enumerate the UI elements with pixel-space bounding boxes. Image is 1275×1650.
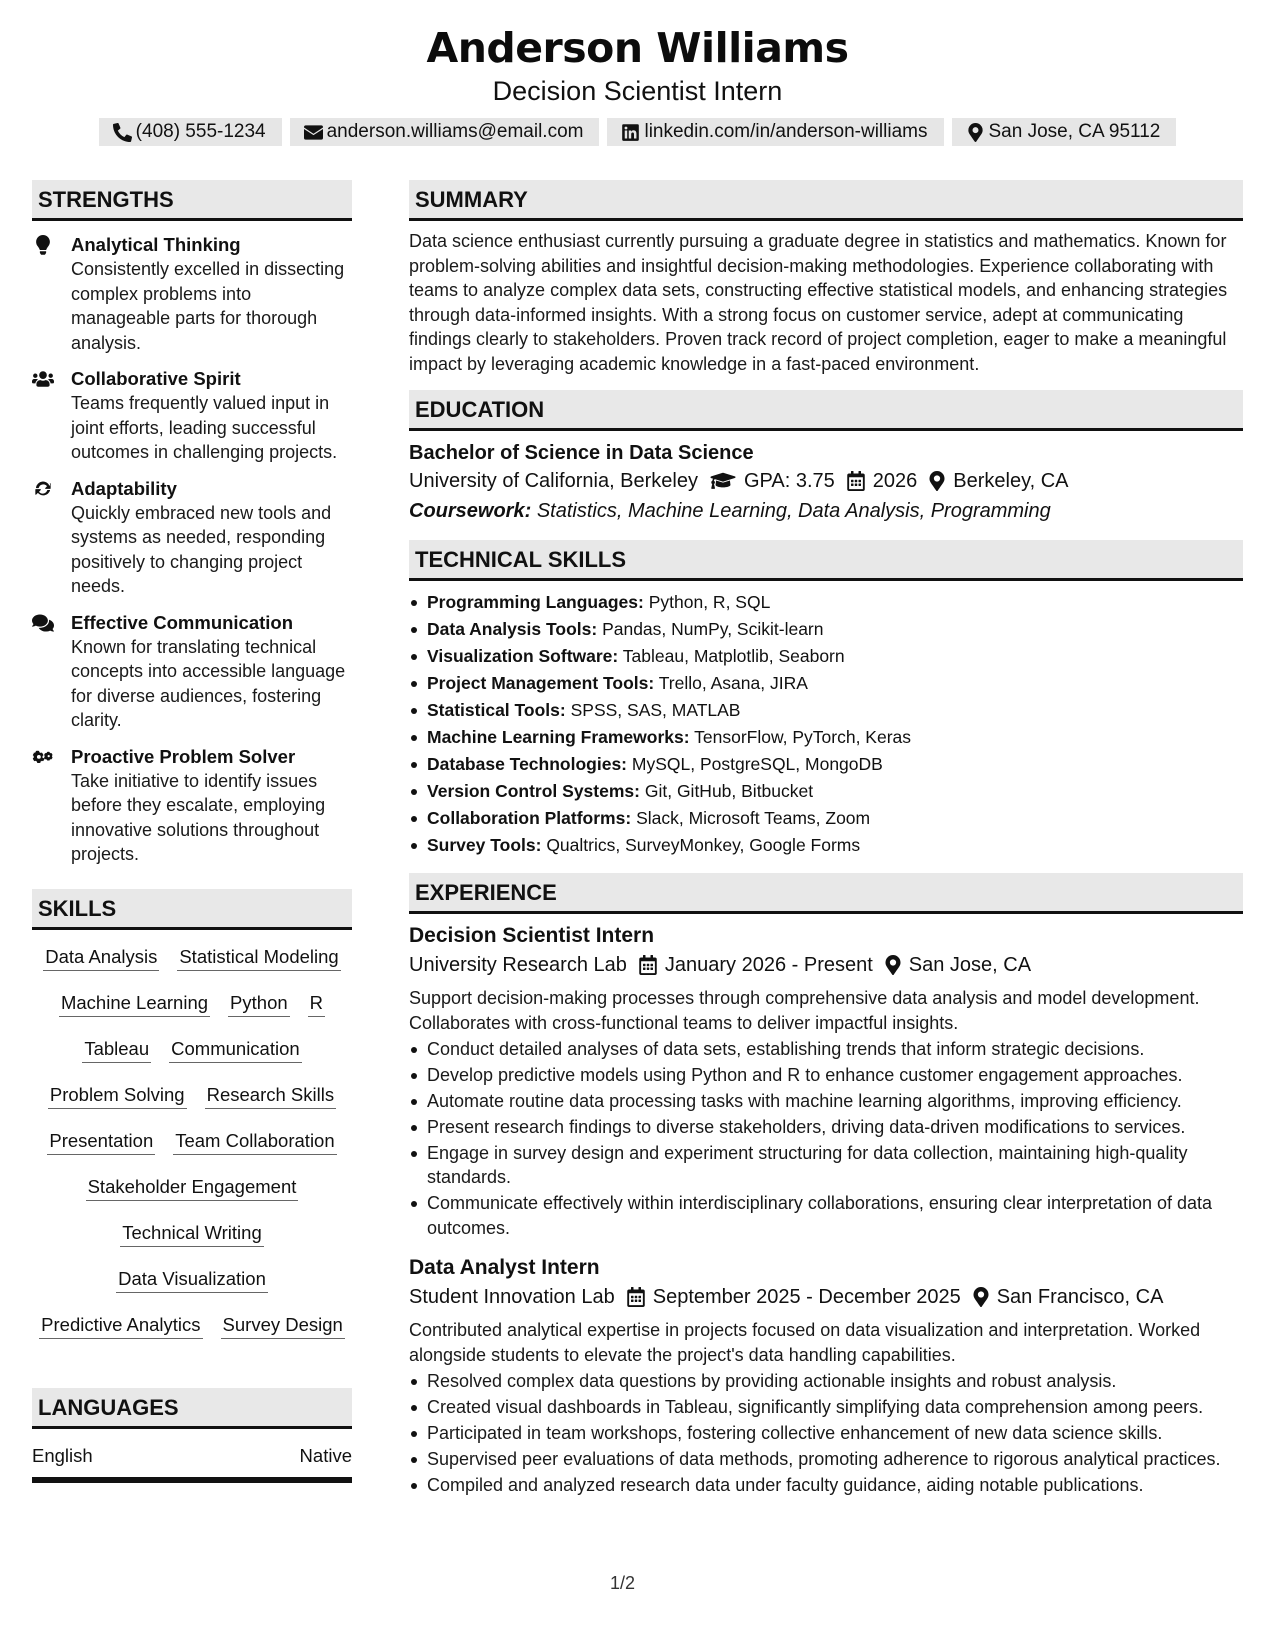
list-item [409,778,1243,805]
skill-values: MySQL, PostgreSQL, MongoDB [631,754,883,774]
experience-heading: EXPERIENCE [409,873,1243,914]
list-item: Supervised peer evaluations of data methods, promoting adherence to rigorous analytical practices. [409,1447,1243,1472]
map-marker-icon [973,1287,989,1307]
strength-title: Analytical Thinking [71,234,241,255]
candidate-role: Decision Scientist Intern [492,76,783,106]
skill-values: Pandas, NumPy, Scikit-learn [602,619,824,639]
map-marker-icon [929,471,945,491]
education-meta [409,466,1243,496]
list-item: Present research findings to diverse stakeholders, driving data-driven modifications to services. [409,1115,1243,1140]
list-item [409,805,1243,832]
contact-linkedin[interactable] [607,118,943,146]
skill-tag: Research Skills [205,1082,337,1109]
skill-tag: Team Collaboration [173,1128,336,1155]
skill-values: Trello, Asana, JIRA [658,673,808,693]
skill-tag: Communication [169,1036,302,1063]
skill-tag: Machine Learning [59,990,210,1017]
skill-tag: Technical Writing [120,1220,264,1247]
list-item: Resolved complex data questions by providing actionable insights and robust analysis. [409,1369,1243,1394]
gpa-text: GPA: 3.75 [744,470,835,492]
list-item: Compiled and analyzed research data under faculty guidance, aiding notable publications. [409,1473,1243,1498]
strength-title: Collaborative Spirit [71,368,241,389]
strength-desc: Take initiative to identify issues before they escalate, employing innovative solutions throughout projects. [71,770,326,864]
language-level: Native [299,1444,352,1466]
location-text: San Jose, CA 95112 [988,121,1161,142]
list-item: Engage in survey design and experiment structuring for data collection, maintaining high-quality standards. [409,1141,1243,1190]
candidate-name: Anderson Williams [426,24,849,72]
list-item: Automate routine data processing tasks with machine learning algorithms, improving efficiency. [409,1089,1243,1114]
job-org: University Research Lab [409,954,627,976]
skills-cloud [32,944,352,1358]
coursework-label: Coursework: [409,500,532,522]
job-meta [409,1282,1243,1312]
skill-tag: Tableau [82,1036,151,1063]
comments-icon [32,613,56,633]
strength-desc: Consistently excelled in dissecting complex problems into manageable parts for thorough analysis. [71,259,345,353]
job-meta [409,950,1243,980]
skill-category: Database Technologies: [427,754,628,774]
strength-item [32,745,352,867]
map-marker-icon [885,955,901,975]
envelope-icon [304,123,323,142]
strength-desc: Quickly embraced new tools and systems as needed, responding positively to changing project needs. [71,502,332,596]
list-item [409,670,1243,697]
skill-tag: Statistical Modeling [177,944,340,971]
cogs-icon [32,747,56,767]
contact-phone[interactable] [99,118,282,146]
summary-heading: SUMMARY [409,180,1243,221]
contact-bar [0,118,1275,146]
skill-tag: Survey Design [221,1312,345,1339]
strength-title: Adaptability [71,477,177,499]
users-icon [32,369,56,389]
skill-values: Qualtrics, SurveyMonkey, Google Forms [546,835,861,855]
calendar-icon [627,1287,645,1307]
strengths-heading: STRENGTHS [32,180,352,221]
job-bullets [409,1037,1243,1241]
contact-email[interactable] [290,118,600,146]
skill-values: SPSS, SAS, MATLAB [570,700,741,720]
skill-tag: Python [228,990,290,1017]
map-marker-icon [966,123,985,142]
skill-tag: Data Analysis [43,944,159,971]
job-entry [409,922,1243,1240]
language-name: English [32,1444,93,1466]
strength-item [32,477,352,599]
language-row [32,1429,352,1483]
job-location: San Francisco, CA [996,1286,1164,1308]
skill-category: Collaboration Platforms: [427,808,632,828]
education-heading: EDUCATION [409,390,1243,431]
skill-category: Data Analysis Tools: [427,619,598,639]
graduation-cap-icon [710,471,736,491]
skill-category: Machine Learning Frameworks: [427,727,690,747]
strength-desc: Known for translating technical concepts into accessible language for diverse audiences, fostering clarity. [71,636,346,730]
job-location: San Jose, CA [908,954,1032,976]
list-item [409,832,1243,859]
lightbulb-icon [32,235,56,255]
skill-values: Git, GitHub, Bitbucket [644,781,814,801]
job-description: Contributed analytical expertise in projects focused on data visualization and interpretation. Worked alongside students to elevate the project's data handling capabilities. [409,1320,1201,1365]
contact-location [952,118,1177,146]
list-item [409,697,1243,724]
skill-values: Tableau, Matplotlib, Seaborn [622,646,845,666]
skill-tag: R [308,990,325,1017]
skill-values: Python, R, SQL [648,592,771,612]
job-dates: September 2025 - December 2025 [652,1286,961,1308]
list-item: Communicate effectively within interdisciplinary collaborations, ensuring clear interpretation of data outcomes. [409,1191,1243,1240]
skill-tag: Problem Solving [48,1082,187,1109]
job-title: Data Analyst Intern [409,1256,600,1279]
left-column [32,180,352,1483]
linkedin-icon [621,123,640,142]
strength-item [32,367,352,465]
skill-tag: Predictive Analytics [39,1312,202,1339]
email-text: anderson.williams@email.com [326,121,584,142]
job-title: Decision Scientist Intern [409,924,655,947]
resume-header [0,22,1275,146]
strength-desc: Teams frequently valued input in joint efforts, leading successful outcomes in challenging projects. [71,393,338,462]
page-number: 1/2 [610,1573,636,1593]
strength-item [32,611,352,733]
right-column [409,180,1243,1497]
coursework-line [409,496,1243,526]
phone-icon [113,123,132,142]
strength-title: Effective Communication [71,611,294,633]
list-item [409,751,1243,778]
school-name: University of California, Berkeley [409,470,698,492]
linkedin-text: linkedin.com/in/anderson-williams [644,121,928,142]
skill-values: Slack, Microsoft Teams, Zoom [636,808,871,828]
skill-tag: Stakeholder Engagement [86,1174,299,1201]
skill-category: Survey Tools: [427,835,542,855]
list-item: Conduct detailed analyses of data sets, establishing trends that inform strategic decisions. [409,1037,1243,1062]
job-dates: January 2026 - Present [664,954,873,976]
phone-text: (408) 555-1234 [135,121,266,142]
skill-tag: Presentation [47,1128,155,1155]
skill-values: TensorFlow, PyTorch, Keras [694,727,912,747]
school-location: Berkeley, CA [953,470,1069,492]
sync-icon [32,479,56,499]
languages-heading: LANGUAGES [32,1388,352,1429]
list-item: Participated in team workshops, fostering collective enhancement of new data science skills. [409,1421,1243,1446]
list-item [409,589,1243,616]
job-bullets [409,1369,1243,1498]
skill-category: Project Management Tools: [427,673,655,693]
list-item [409,724,1243,751]
calendar-icon [847,471,865,491]
summary-text: Data science enthusiast currently pursuing a graduate degree in statistics and mathematics. Known for problem-solving abilities and insightful decision-making methodologies. Experience collaborating with teams to analyze complex data sets, constructing effective statistical models, and enhancing strategies through data-informed insights. With a strong focus on customer service, adept at communicating findings clearly to stakeholders. Proven track record of project completion, eager to make a meaningful impact by leveraging academic knowledge in a fast-paced environment. [409,231,1228,374]
skill-tag: Data Visualization [116,1266,268,1293]
coursework-list: Statistics, Machine Learning, Data Analysis, Programming [536,500,1051,522]
skill-category: Statistical Tools: [427,700,566,720]
list-item [409,643,1243,670]
job-description: Support decision-making processes through comprehensive data analysis and model development. Collaborates with cross-functional teams to deliver impactful insights. [409,988,1200,1033]
job-entry [409,1254,1243,1497]
list-item [409,616,1243,643]
strength-title: Proactive Problem Solver [71,745,296,767]
job-org: Student Innovation Lab [409,1286,615,1308]
degree-title: Bachelor of Science in Data Science [409,442,754,464]
skill-category: Programming Languages: [427,592,644,612]
technical-skills-list [409,589,1243,859]
list-item: Develop predictive models using Python and R to enhance customer engagement approaches. [409,1063,1243,1088]
skills-heading: SKILLS [32,889,352,930]
calendar-icon [639,955,657,975]
skill-category: Visualization Software: [427,646,619,666]
list-item: Created visual dashboards in Tableau, significantly simplifying data comprehension among peers. [409,1395,1243,1420]
strength-item [32,233,352,355]
graduation-year: 2026 [872,470,918,492]
technical-skills-heading: TECHNICAL SKILLS [409,540,1243,581]
skill-category: Version Control Systems: [427,781,640,801]
